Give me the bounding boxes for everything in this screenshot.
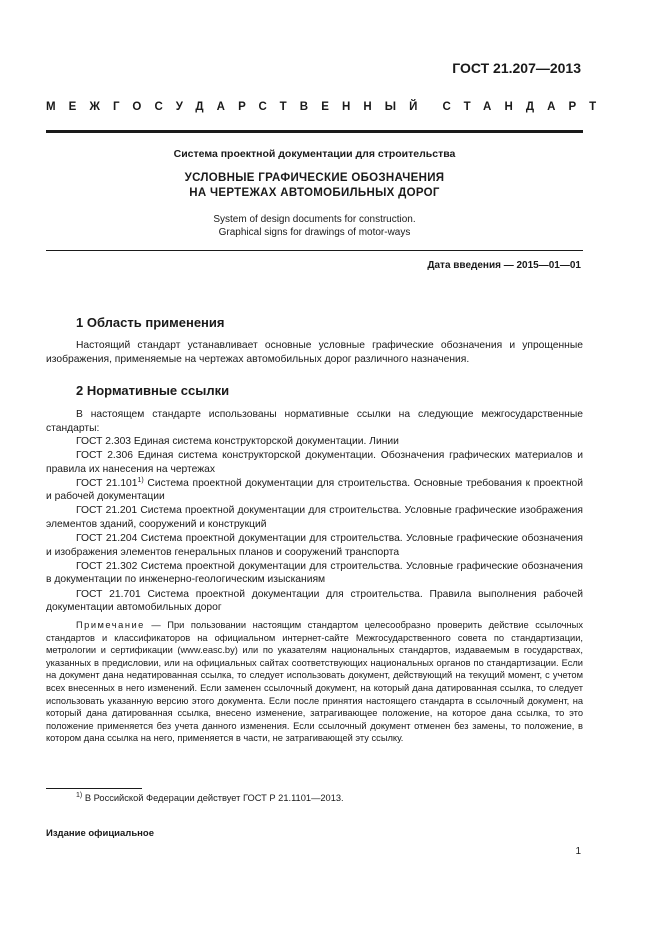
- reference-title: Система проектной документации для строительства. Условные графические обозначения в документации по инженерно-геологическим изысканиям: [46, 560, 583, 586]
- banner-word-interstate: МЕЖГОСУДАРСТВЕННЫЙ: [46, 101, 431, 113]
- reference-code: ГОСТ 21.101: [76, 477, 138, 489]
- reference-title: Единая система конструкторской документации. Обозначения графических материалов и правила их нанесения на чертежах: [46, 450, 583, 475]
- english-title-line-1: System of design documents for construction.: [213, 214, 416, 225]
- title-line-2: НА ЧЕРТЕЖАХ АВТОМОБИЛЬНЫХ ДОРОГ: [189, 187, 440, 199]
- footnote: [76, 793, 344, 803]
- reference-title: Система проектной документации для строительства. Условные графические изображения элементов зданий, сооружений и конструкций: [46, 505, 583, 531]
- footnote-marker: 1): [137, 476, 144, 484]
- banner-word-standard: СТАНДАРТ: [442, 101, 610, 113]
- reference-title: Система проектной документации для строительства. Основные требования к проектной и рабочей документации: [46, 477, 583, 503]
- note-text: — При пользовании настоящим стандартом целесообразно проверить действие ссылочных стандартов и классификаторов на официальном интернет-сайте Межгосударственного совета по стандартизации, метрологии и сертификации (www.easc.by) или по указателям национальных стандартов, издаваемым в государствах, указанных в предисловии, или на официальных сайтах соответствующих национальных органов по стандартизации. Если на документ дана недатированная ссылка, то следует использовать документ, действующий на текущий момент, с учетом всех внесенных в него изменений. Если заменен ссылочный документ, на который дана датированная ссылка, то следует использовать указанную версию этого документа. Если после принятия настоящего стандарта в ссылочный документ, на который дана датированная ссылка, внесено изменение, затрагивающее положение, на которое дана ссылка, то это положение применяется без учета данного изменения. Если ссылочный документ отменен без замены, то положение, в котором дана ссылка на него, применяется в части, не затрагивающей эту ссылку.: [46, 620, 583, 744]
- reference-title: Система проектной документации для строительства. Условные графические обозначения и изображения элементов генеральных планов и сооружений транспорта: [46, 533, 583, 558]
- footnote-text: В Российской Федерации действует ГОСТ Р 21.1101—2013.: [82, 793, 344, 803]
- system-name: Система проектной документации для строительства: [173, 148, 456, 160]
- reference-code: ГОСТ 2.306: [76, 450, 133, 462]
- references-list: [46, 435, 583, 615]
- reference-item: [46, 435, 583, 449]
- header-rule: [46, 130, 583, 133]
- reference-item: [46, 560, 583, 587]
- title-rule: [46, 250, 583, 251]
- note-paragraph: [46, 619, 583, 745]
- official-edition-label: Издание официальное: [46, 828, 154, 839]
- introduction-date: Дата введения — 2015—01—01: [427, 260, 581, 271]
- reference-code: ГОСТ 21.701: [76, 588, 141, 600]
- reference-code: ГОСТ 21.204: [76, 533, 138, 545]
- footnote-rule: [46, 788, 142, 789]
- section-2-heading: 2 Нормативные ссылки: [76, 383, 230, 398]
- reference-title: Единая система конструкторской документации. Линии: [131, 436, 399, 447]
- section-1-heading: 1 Область применения: [76, 315, 225, 330]
- document-title: [46, 171, 583, 201]
- english-title: [46, 213, 583, 239]
- note-label: Примечание: [76, 620, 145, 630]
- english-title-line-2: Graphical signs for drawings of motor-ways: [218, 227, 411, 238]
- section-1-text: Настоящий стандарт устанавливает основные условные графические обозначения и упрощенные изображения, применяемые на чертежах автомобильных дорог различного назначения.: [46, 340, 583, 365]
- document-number: ГОСТ 21.207—2013: [452, 60, 581, 76]
- standard-type-banner: [46, 101, 610, 113]
- reference-title: Система проектной документации для строительства. Правила выполнения рабочей документации автомобильных дорог: [46, 588, 583, 614]
- reference-item: [46, 477, 583, 504]
- reference-item: [46, 449, 583, 476]
- reference-item: [46, 588, 583, 615]
- footnote-mark: 1): [76, 792, 83, 799]
- page-number: 1: [575, 846, 581, 857]
- reference-item: [46, 504, 583, 531]
- reference-code: ГОСТ 21.201: [76, 505, 138, 517]
- reference-code: ГОСТ 21.302: [76, 560, 138, 572]
- reference-item: [46, 532, 583, 559]
- title-line-1: УСЛОВНЫЕ ГРАФИЧЕСКИЕ ОБОЗНАЧЕНИЯ: [184, 172, 445, 184]
- section-2-intro: В настоящем стандарте использованы нормативные ссылки на следующие межгосударственные стандарты:: [46, 409, 583, 434]
- reference-code: ГОСТ 2.303: [76, 436, 132, 447]
